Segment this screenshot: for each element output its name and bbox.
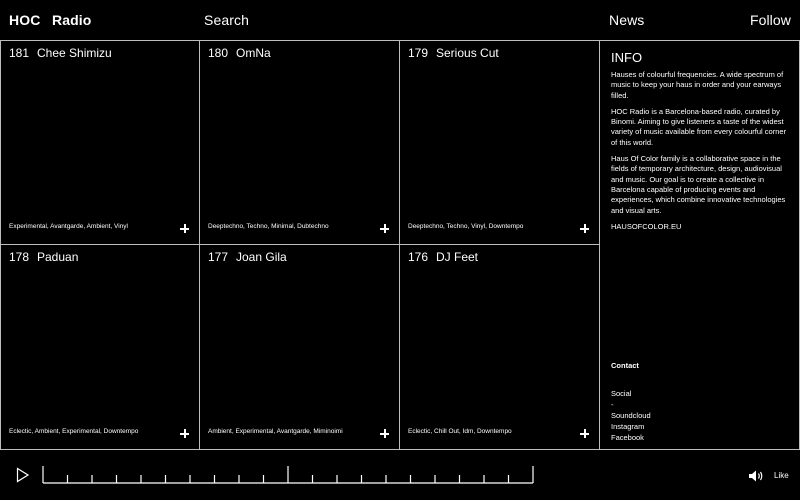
plus-icon[interactable] <box>380 224 389 233</box>
episode-number: 176 <box>408 250 429 264</box>
episode-number: 177 <box>208 250 229 264</box>
plus-icon[interactable] <box>580 224 589 233</box>
episode-card[interactable] <box>200 40 400 245</box>
episode-artist: Joan Gila <box>236 250 287 264</box>
episode-tags: Eclectic, Chill Out, Idm, Downtempo <box>408 428 512 435</box>
episode-number: 181 <box>9 46 30 60</box>
brand-logo[interactable]: HOC <box>9 12 41 28</box>
soundcloud-link[interactable]: Soundcloud <box>611 411 651 420</box>
nav-news[interactable]: News <box>609 12 645 28</box>
like-button[interactable]: Like <box>774 471 789 480</box>
nav-radio[interactable]: Radio <box>52 12 92 28</box>
episode-card[interactable] <box>0 40 200 245</box>
episode-tags: Ambient, Experimental, Avantgarde, Miminoimi <box>208 428 343 435</box>
plus-icon[interactable] <box>580 429 589 438</box>
nav-search[interactable]: Search <box>204 12 249 28</box>
episode-card[interactable] <box>200 245 400 450</box>
top-nav <box>0 0 800 40</box>
play-icon[interactable] <box>16 467 30 483</box>
episode-artist: Serious Cut <box>436 46 499 60</box>
info-paragraph: Haus Of Color family is a collaborative space in the fields of temporary architecture, design, audiovisual and music. Our goal is to create a collective in Barcelona capable of producing events and experiences, which combine innovative technologies and visual arts. <box>611 154 786 215</box>
info-paragraph: HOC Radio is a Barcelona-based radio, curated by Binomi. Aiming to give listeners a taste of the widest variety of music available from every colourful corner of this world. <box>611 106 787 147</box>
info-title: INFO <box>611 50 643 65</box>
plus-icon[interactable] <box>180 429 189 438</box>
facebook-link[interactable]: Facebook <box>611 433 644 442</box>
episode-tags: Deeptechno, Techno, Vinyl, Downtempo <box>408 223 524 230</box>
episode-tags: Deeptechno, Techno, Minimal, Dubtechno <box>208 223 329 230</box>
contact-links <box>611 388 651 443</box>
plus-icon[interactable] <box>180 224 189 233</box>
link-separator: - <box>611 400 614 409</box>
playback-timeline[interactable] <box>42 464 534 486</box>
episode-number: 178 <box>9 250 30 264</box>
instagram-link[interactable]: Instagram <box>611 422 645 431</box>
episode-artist: Chee Shimizu <box>37 46 112 60</box>
episode-card[interactable] <box>400 40 600 245</box>
episode-tags: Experimental, Avantgarde, Ambient, Vinyl <box>9 223 128 230</box>
info-panel <box>600 40 800 450</box>
nav-follow[interactable]: Follow <box>749 12 791 28</box>
episode-artist: OmNa <box>236 46 271 60</box>
episode-number: 180 <box>208 46 229 60</box>
social-link[interactable]: Social <box>611 389 632 398</box>
episode-card[interactable] <box>400 245 600 450</box>
plus-icon[interactable] <box>380 429 389 438</box>
episode-card[interactable] <box>0 245 200 450</box>
contact-title: Contact <box>611 361 639 370</box>
info-paragraph: Hauses of colourful frequencies. A wide spectrum of music to keep your haus in order and your earways filled. <box>611 70 784 100</box>
episode-artist: DJ Feet <box>436 250 479 264</box>
episode-grid <box>0 40 600 450</box>
volume-icon[interactable] <box>748 469 766 483</box>
episode-number: 179 <box>408 46 429 60</box>
episode-tags: Eclectic, Ambient, Experimental, Downtempo <box>9 428 139 435</box>
website-link[interactable]: HAUSOFCOLOR.EU <box>611 221 682 231</box>
episode-artist: Paduan <box>37 250 79 264</box>
